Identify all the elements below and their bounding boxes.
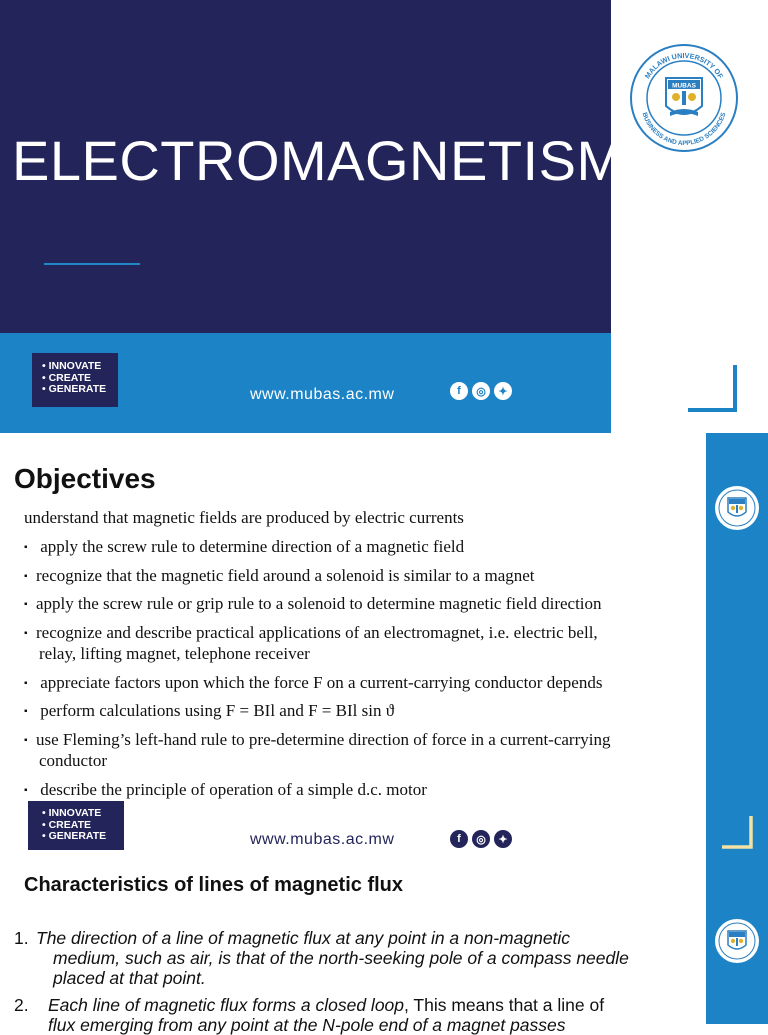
- tagline-line: • CREATE: [42, 371, 91, 384]
- facebook-icon[interactable]: f: [450, 830, 468, 848]
- objective-text: apply the screw rule or grip rule to a solenoid to determine magnetic field direction: [36, 594, 602, 613]
- instagram-icon[interactable]: ◎: [472, 830, 490, 848]
- bullet-icon: ▪: [24, 542, 28, 553]
- bullet-icon: ▪: [24, 785, 28, 796]
- social-icons: [450, 382, 512, 400]
- objective-text: apply the screw rule to determine direction of a magnetic field: [36, 537, 465, 556]
- flux-text: , This means that a line of: [404, 995, 605, 1015]
- svg-text:MALAWI UNIVERSITY OF: MALAWI UNIVERSITY OF: [642, 50, 726, 81]
- flux-item: [14, 928, 694, 988]
- objective-item: [24, 566, 704, 587]
- objectives-heading: Objectives: [14, 463, 156, 494]
- item-number: 2.: [14, 995, 29, 1015]
- social-icons: [450, 830, 512, 848]
- objective-item: [24, 673, 704, 694]
- objective-item: [24, 780, 704, 801]
- tagline-line: • INNOVATE: [42, 360, 102, 372]
- tagline-line: • GENERATE: [42, 830, 107, 842]
- title-underline: [44, 263, 140, 265]
- objective-item: [24, 623, 704, 664]
- flux-heading: Characteristics of lines of magnetic flux: [24, 874, 403, 896]
- item-number: 1.: [14, 928, 29, 948]
- objective-item: [24, 537, 704, 558]
- bullet-icon: ▪: [24, 735, 28, 746]
- mubas-logo-small: [713, 484, 761, 532]
- bullet-icon: ▪: [24, 599, 28, 610]
- tagline-line: • GENERATE: [42, 383, 107, 395]
- flux-item: [14, 995, 694, 1035]
- tagline-badge: [32, 353, 118, 407]
- objective-continuation: relay, lifting magnet, telephone receiver: [39, 644, 310, 663]
- flux-line: medium, such as air, is that of the north-seeking pole of a compass needle: [53, 948, 629, 968]
- objective-item: [24, 508, 704, 528]
- twitter-icon[interactable]: ✦: [494, 830, 512, 848]
- title-slide: [0, 0, 768, 433]
- objective-continuation: conductor: [39, 751, 107, 770]
- mubas-logo-small: [713, 917, 761, 965]
- objective-text: recognize that the magnetic field around a solenoid is similar to a magnet: [36, 566, 535, 585]
- objective-item: [24, 730, 704, 771]
- bullet-icon: ▪: [24, 571, 28, 582]
- instagram-icon[interactable]: ◎: [472, 382, 490, 400]
- tagline-line: • INNOVATE: [42, 807, 102, 819]
- website-link[interactable]: www.mubas.ac.mw: [250, 386, 395, 403]
- objective-text: describe the principle of operation of a simple d.c. motor: [36, 780, 427, 799]
- objective-text: appreciate factors upon which the force F on a current-carrying conductor depends: [36, 673, 603, 692]
- website-link[interactable]: www.mubas.ac.mw: [250, 831, 395, 848]
- facebook-icon[interactable]: f: [450, 382, 468, 400]
- objective-item: [24, 701, 704, 722]
- objective-text: perform calculations using F = BIl and F = BIl sin ϑ: [36, 701, 395, 720]
- corner-bracket-icon: [688, 365, 738, 413]
- bullet-icon: ▪: [24, 706, 28, 717]
- svg-text:BUSINESS AND APPLIED SCIENCES: BUSINESS AND APPLIED SCIENCES: [640, 111, 728, 148]
- objective-text: recognize and describe practical applications of an electromagnet, i.e. electric bell,: [36, 623, 598, 642]
- flux-emphasis: Each line of magnetic flux forms a closed loop: [48, 995, 405, 1015]
- flux-line: flux emerging from any point at the N-pole end of a magnet passes: [48, 1015, 566, 1035]
- mubas-logo: [628, 42, 740, 154]
- flux-line: The direction of a line of magnetic flux at any point in a non-magnetic: [36, 928, 571, 948]
- flux-line: placed at that point.: [53, 968, 206, 988]
- slide-title: ELECTROMAGNETISM: [12, 129, 624, 192]
- bullet-icon: ▪: [24, 628, 28, 639]
- objective-text: understand that magnetic fields are produced by electric currents: [24, 508, 464, 527]
- tagline-badge: [28, 801, 124, 850]
- svg-text:MUBAS: MUBAS: [672, 82, 696, 90]
- tagline-line: • CREATE: [42, 818, 91, 831]
- bullet-icon: ▪: [24, 678, 28, 689]
- objective-text: use Fleming’s left-hand rule to pre-determine direction of force in a current-carrying: [36, 730, 611, 749]
- twitter-icon[interactable]: ✦: [494, 382, 512, 400]
- objective-item: [24, 594, 704, 615]
- corner-bracket-icon: [722, 816, 754, 850]
